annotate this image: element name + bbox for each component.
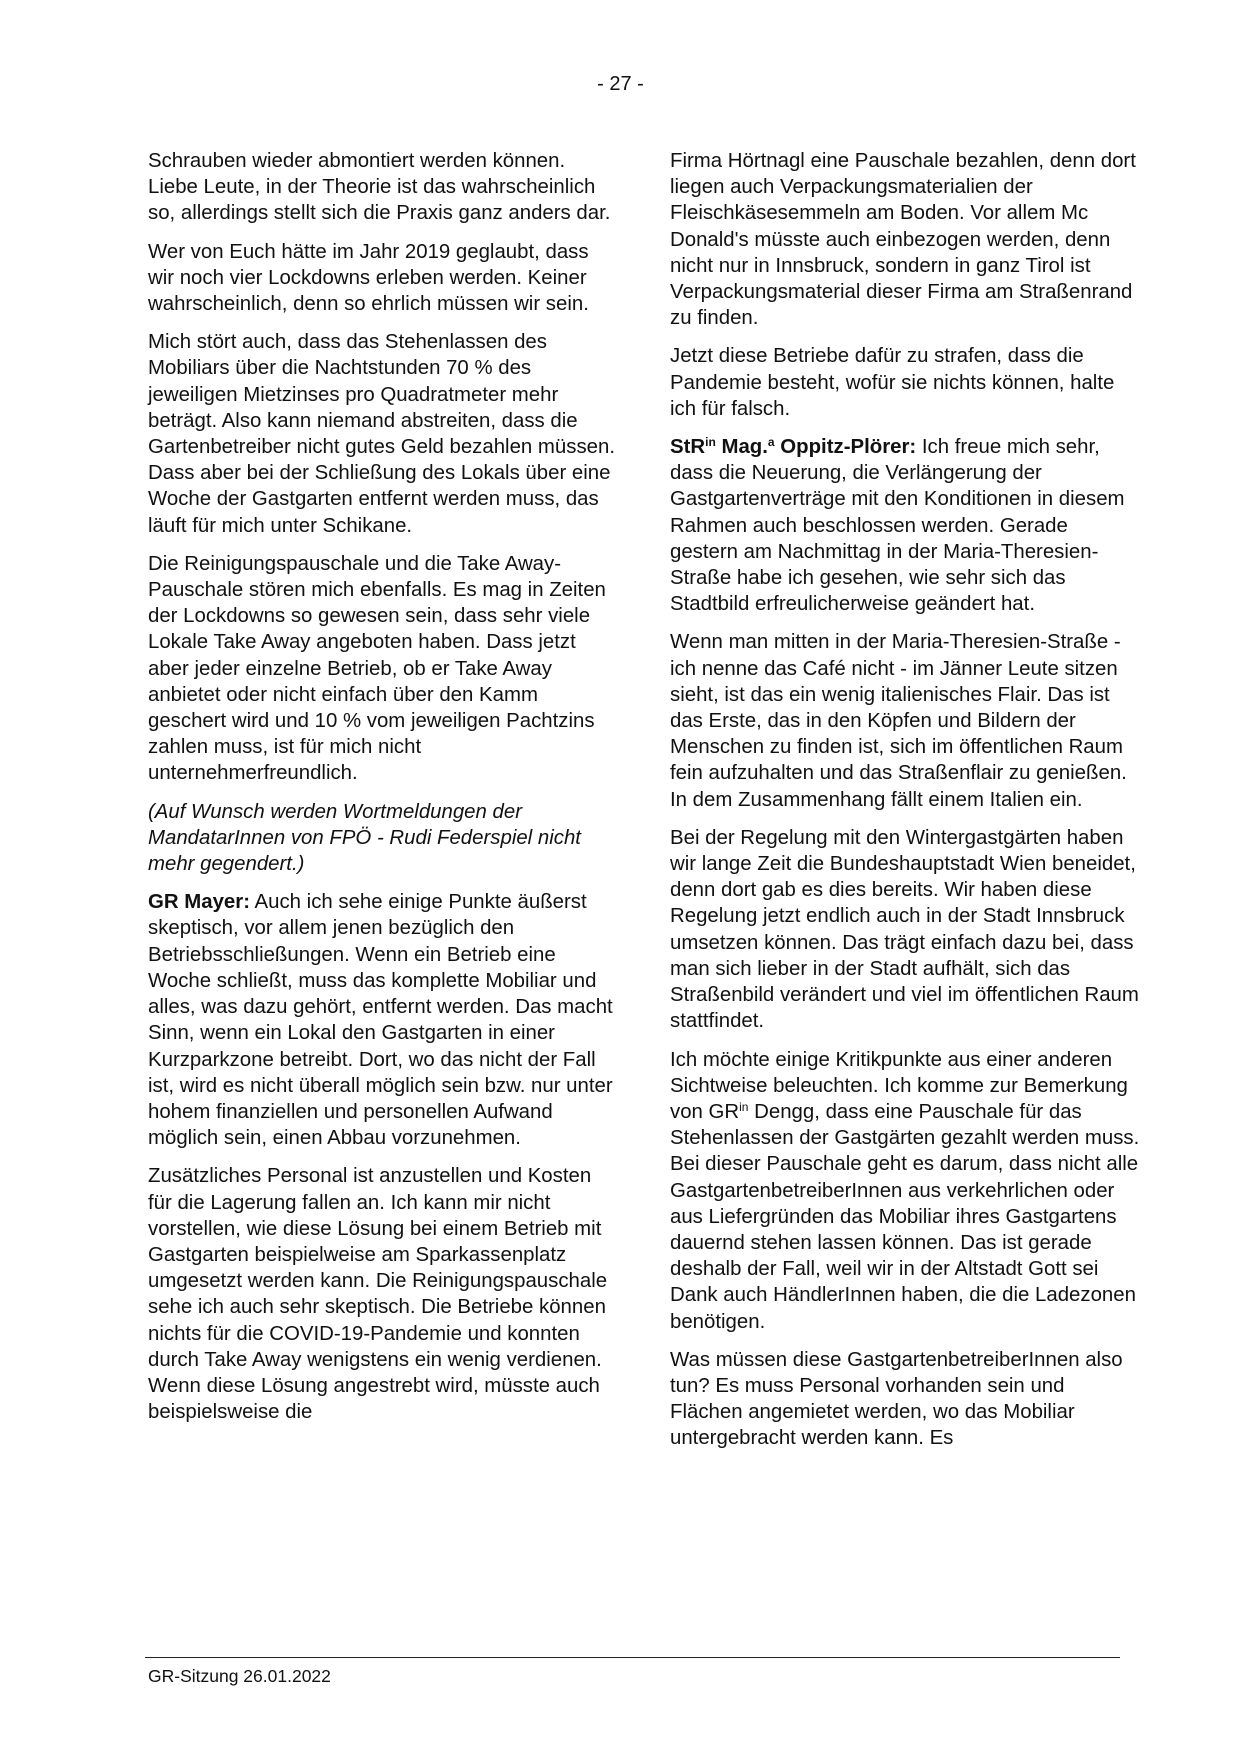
paragraph-text: Mich stört auch, dass das Stehenlassen des Mobiliars über die Nachtstunden 70 % des jeweiligen Mietzinses pro Quadratmeter mehr beträgt. Also kann niemand abstreiten, dass die Gartenbetreiber nicht gutes Geld bezahlen müssen. Dass aber bei der Schließung des Lokals über eine Woche der Gastgarten entfernt werden muss, das läuft für mich unter Schikane. — [148, 331, 615, 537]
paragraph — [670, 825, 1140, 1035]
speaker-part: Oppitz-Plörer: — [774, 436, 917, 459]
paragraph-text: Ich freue mich sehr, dass die Neuerung, die Verlängerung der Gastgartenverträge mit den Konditionen in diesem Rahmen auch beschlossen werden. Gerade gestern am Nachmittag in der Maria-Theresien-Straße habe ich gesehen, wie sehr sich das Stadtbild erfreulicherweise geändert hat. — [670, 436, 1125, 616]
page-number: - 27 - — [597, 73, 644, 95]
right-column — [670, 148, 1140, 1464]
speaker-name: GR Mayer: — [148, 891, 250, 914]
paragraph — [670, 629, 1140, 812]
paragraph — [670, 148, 1140, 331]
paragraph-text: (Auf Wunsch werden Wortmeldungen der MandatarInnen von FPÖ - Rudi Federspiel nicht mehr gegendert.) — [148, 800, 581, 876]
editorial-note — [148, 799, 618, 878]
paragraph-text: Was müssen diese GastgartenbetreiberInnen also tun? Es muss Personal vorhanden sein und Flächen angemietet werden, wo das Mobiliar untergebracht werden kann. Es — [670, 1348, 1123, 1450]
speaker-part: Mag. — [715, 436, 768, 459]
paragraph-text: Jetzt diese Betriebe dafür zu strafen, dass die Pandemie besteht, wofür sie nichts können, halte ich für falsch. — [670, 345, 1115, 420]
speaker-sup: a — [767, 435, 775, 450]
paragraph-text: Ich möchte einige Kritikpunkte aus einer anderen Sichtweise beleuchten. Ich komme zur Bemerkung von GR — [670, 1048, 1128, 1123]
paragraph-text: Bei der Regelung mit den Wintergastgärten haben wir lange Zeit die Bundeshauptstadt Wien beneidet, denn dort gab es dies bereits. Wir haben diese Regelung jetzt endlich auch in der Stadt Innsbruck umsetzen können. Das trägt einfach dazu bei, dass man sich lieber in der Stadt aufhält, sich das Straßenbild verändert und viel im öffentlichen Raum stattfindet. — [670, 826, 1139, 1033]
paragraph — [670, 434, 1140, 617]
paragraph — [148, 889, 618, 1151]
speaker-sup: in — [705, 435, 716, 450]
paragraph-text: Auch ich sehe einige Punkte äußerst skeptisch, vor allem jenen bezüglich den Betriebsschließungen. Wenn ein Betrieb eine Woche schließt, muss das komplette Mobiliar und alles, was dazu gehört, entfernt werden. Das macht Sinn, wenn ein Lokal den Gastgarten in einer Kurzparkzone betreibt. Dort, wo das nicht der Fall ist, wird es nicht überall möglich sein bzw. nur unter hohem finanziellen und personellen Aufwand möglich sein, einen Abbau vorzunehmen. — [148, 891, 613, 1150]
footer-text: GR-Sitzung 26.01.2022 — [148, 1666, 331, 1686]
paragraph-text: Wer von Euch hätte im Jahr 2019 geglaubt, dass wir noch vier Lockdowns erleben werden. Keiner wahrscheinlich, denn so ehrlich müssen wir sein. — [148, 240, 589, 316]
paragraph — [148, 551, 618, 787]
paragraph-text: Dengg, dass eine Pauschale für das Stehenlassen der Gastgärten gezahlt werden muss. Bei dieser Pauschale geht es darum, dass nicht alle GastgartenbetreiberInnen aus verkehrlichen oder aus Liefergründen das Mobiliar ihres Gastgartens dauernd stehen lassen können. Das ist gerade deshalb der Fall, weil wir in der Altstadt Gott sei Dank auch HändlerInnen haben, die die Ladezonen benötigen. — [670, 1100, 1140, 1333]
speaker-part: StR — [670, 436, 706, 459]
paragraph — [148, 329, 618, 539]
paragraph-text: Firma Hörtnagl eine Pauschale bezahlen, denn dort liegen auch Verpackungsmaterialien der Fleischkäsesemmeln am Boden. Vor allem Mc Donald's müsste auch einbezogen werden, denn nicht nur in Innsbruck, sondern in ganz Tirol ist Verpackungsmaterial dieser Firma am Straßenrand zu finden. — [670, 150, 1136, 330]
paragraph — [670, 1347, 1140, 1452]
paragraph — [148, 148, 618, 227]
footer-divider — [145, 1657, 1120, 1658]
paragraph — [670, 1047, 1140, 1335]
paragraph-text: Schrauben wieder abmontiert werden können. Liebe Leute, in der Theorie ist das wahrscheinlich so, allerdings stellt sich die Praxis ganz anders dar. — [148, 150, 611, 225]
paragraph — [670, 343, 1140, 422]
paragraph — [148, 239, 618, 318]
paragraph-text: Zusätzliches Personal ist anzustellen und Kosten für die Lagerung fallen an. Ich kann mir nicht vorstellen, wie diese Lösung bei einem Betrieb mit Gastgarten beispielweise am Sparkassenplatz umgesetzt werden kann. Die Reinigungspauschale sehe ich auch sehr skeptisch. Die Betriebe können nichts für die COVID-19-Pandemie und konnten durch Take Away wenigstens ein wenig verdienen. Wenn diese Lösung angestrebt wird, müsste auch beispielsweise die — [148, 1165, 608, 1424]
left-column — [148, 148, 618, 1437]
title-sup: in — [739, 1099, 749, 1114]
paragraph-text: Wenn man mitten in der Maria-Theresien-Straße - ich nenne das Café nicht - im Jänner Leute sitzen sieht, ist das ein wenig italienisches Flair. Das ist das Erste, das in den Köpfen und Bildern der Menschen zu finden ist, sich im öffentlichen Raum fein aufzuhalten und das Straßenflair zu genießen. In dem Zusammenhang fällt einem Italien ein. — [670, 631, 1127, 811]
paragraph-text: Die Reinigungspauschale und die Take Away-Pauschale stören mich ebenfalls. Es mag in Zeiten der Lockdowns so gewesen sein, dass sehr viele Lokale Take Away angeboten haben. Dass jetzt aber jeder einzelne Betrieb, ob er Take Away anbietet oder nicht einfach über den Kamm geschert wird und 10 % vom jeweiligen Pachtzins zahlen muss, ist für mich nicht unternehmerfreundlich. — [148, 552, 606, 785]
paragraph — [148, 1163, 618, 1425]
speaker-name — [670, 436, 916, 458]
